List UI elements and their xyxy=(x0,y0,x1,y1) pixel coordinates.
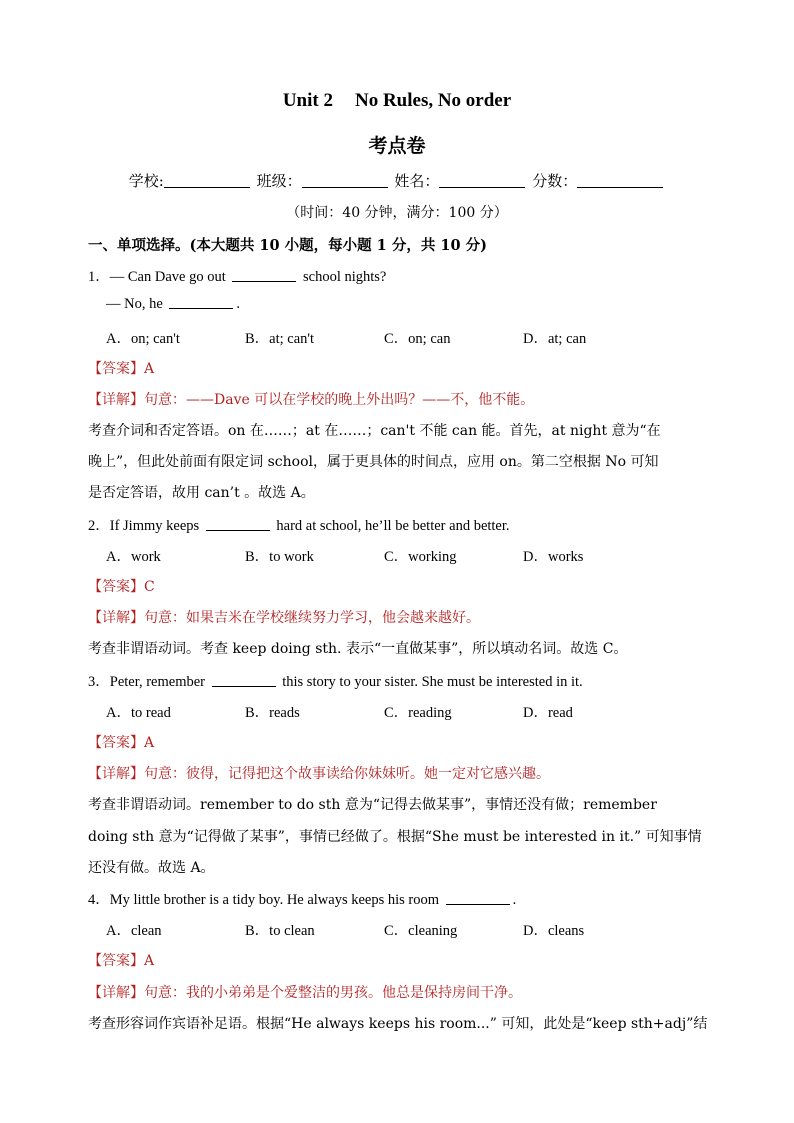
option-d[interactable]: D．cleans xyxy=(523,923,585,939)
option-b[interactable]: B．at; can't xyxy=(245,331,315,347)
option-a[interactable]: A．work xyxy=(106,549,161,565)
section-heading: 一、单项选择。(本大题共 10 小题，每小题 1 分，共 10 分) xyxy=(88,237,487,254)
page-title xyxy=(0,90,794,112)
option-a[interactable]: A．on; can't xyxy=(106,331,180,347)
answer-blank[interactable] xyxy=(212,674,276,687)
question-1: 1．— Can Dave go out school nights? xyxy=(88,269,387,285)
detail-line: 考查介词和否定答语。on 在……；at 在……；can't 不能 can 能。首先，at night 意为“在 xyxy=(88,423,661,439)
question-4-options xyxy=(106,919,662,940)
detail-line: 【详解】句意：彼得，记得把这个故事读给你妹妹听。她一定对它感兴趣。 xyxy=(88,766,550,782)
answer-blank[interactable] xyxy=(169,296,233,309)
detail-line: 【详解】句意：——Dave 可以在学校的晚上外出吗？——不，他不能。 xyxy=(88,392,535,408)
answer-blank[interactable] xyxy=(446,892,510,905)
answer-label: 【答案】C xyxy=(88,579,155,595)
option-b[interactable]: B．to clean xyxy=(245,923,315,939)
page-subtitle: 考点卷 xyxy=(368,135,426,157)
class-blank[interactable] xyxy=(302,173,388,188)
question-1-options xyxy=(106,327,662,348)
question-1-reply: — No, he . xyxy=(106,296,241,312)
answer-label: 【答案】A xyxy=(88,735,155,751)
option-d[interactable]: D．read xyxy=(523,705,573,721)
school-blank[interactable] xyxy=(164,173,250,188)
answer-blank[interactable] xyxy=(232,269,296,282)
detail-line: 还没有做。故选 A。 xyxy=(88,860,215,876)
question-2-options xyxy=(106,545,662,566)
option-b[interactable]: B．reads xyxy=(245,705,300,721)
detail-line: 是否定答语，故用 can’t 。故选 A。 xyxy=(88,485,315,501)
student-info-line xyxy=(0,170,794,191)
detail-line: 【详解】句意：如果吉米在学校继续努力学习，他会越来越好。 xyxy=(88,610,480,626)
option-c[interactable]: C．working xyxy=(384,549,457,565)
detail-line: 考查非谓语动词。remember to do sth 意为“记得去做某事”，事情还没有做；remember xyxy=(88,797,657,813)
detail-line: 晚上”，但此处前面有限定词 school，属于更具体的时间点，应用 on。第二空根据 No 可知 xyxy=(88,454,659,470)
answer-label: 【答案】A xyxy=(88,953,155,969)
answer-label: 【答案】A xyxy=(88,361,155,377)
detail-line: doing sth 意为“记得做了某事”，事情已经做了。根据“She must be interested in it.” 可知事情 xyxy=(88,829,702,845)
class-label: 班级： xyxy=(256,172,302,190)
question-3: 3．Peter, remember this story to your sister. She must be interested in it. xyxy=(88,674,583,690)
option-a[interactable]: A．to read xyxy=(106,705,171,721)
detail-line: 考查形容词作宾语补足语。根据“He always keeps his room...” 可知，此处是“keep sth+adj”结 xyxy=(88,1016,708,1032)
score-label: 分数： xyxy=(532,172,578,190)
time-info: （时间：40 分钟，满分：100 分） xyxy=(286,205,508,221)
option-d[interactable]: D．works xyxy=(523,549,584,565)
option-c[interactable]: C．on; can xyxy=(384,331,451,347)
answer-blank[interactable] xyxy=(206,518,270,531)
option-d[interactable]: D．at; can xyxy=(523,331,587,347)
title-unit: Unit 2 xyxy=(282,90,333,111)
question-4: 4．My little brother is a tidy boy. He always keeps his room . xyxy=(88,892,517,908)
detail-line: 【详解】句意：我的小弟弟是个爱整洁的男孩。他总是保持房间干净。 xyxy=(88,985,522,1001)
option-c[interactable]: C．cleaning xyxy=(384,923,458,939)
option-c[interactable]: C．reading xyxy=(384,705,452,721)
detail-line: 考查非谓语动词。考查 keep doing sth. 表示“一直做某事”，所以填动名词。故选 C。 xyxy=(88,641,628,657)
school-label: 学校: xyxy=(128,172,164,190)
score-blank[interactable] xyxy=(577,173,663,188)
question-3-options xyxy=(106,701,662,722)
name-label: 姓名： xyxy=(394,172,440,190)
option-b[interactable]: B．to work xyxy=(245,549,314,565)
question-2: 2．If Jimmy keeps hard at school, he’ll be better and better. xyxy=(88,518,510,534)
option-a[interactable]: A．clean xyxy=(106,923,162,939)
name-blank[interactable] xyxy=(439,173,525,188)
title-name: No Rules, No order xyxy=(354,90,512,111)
